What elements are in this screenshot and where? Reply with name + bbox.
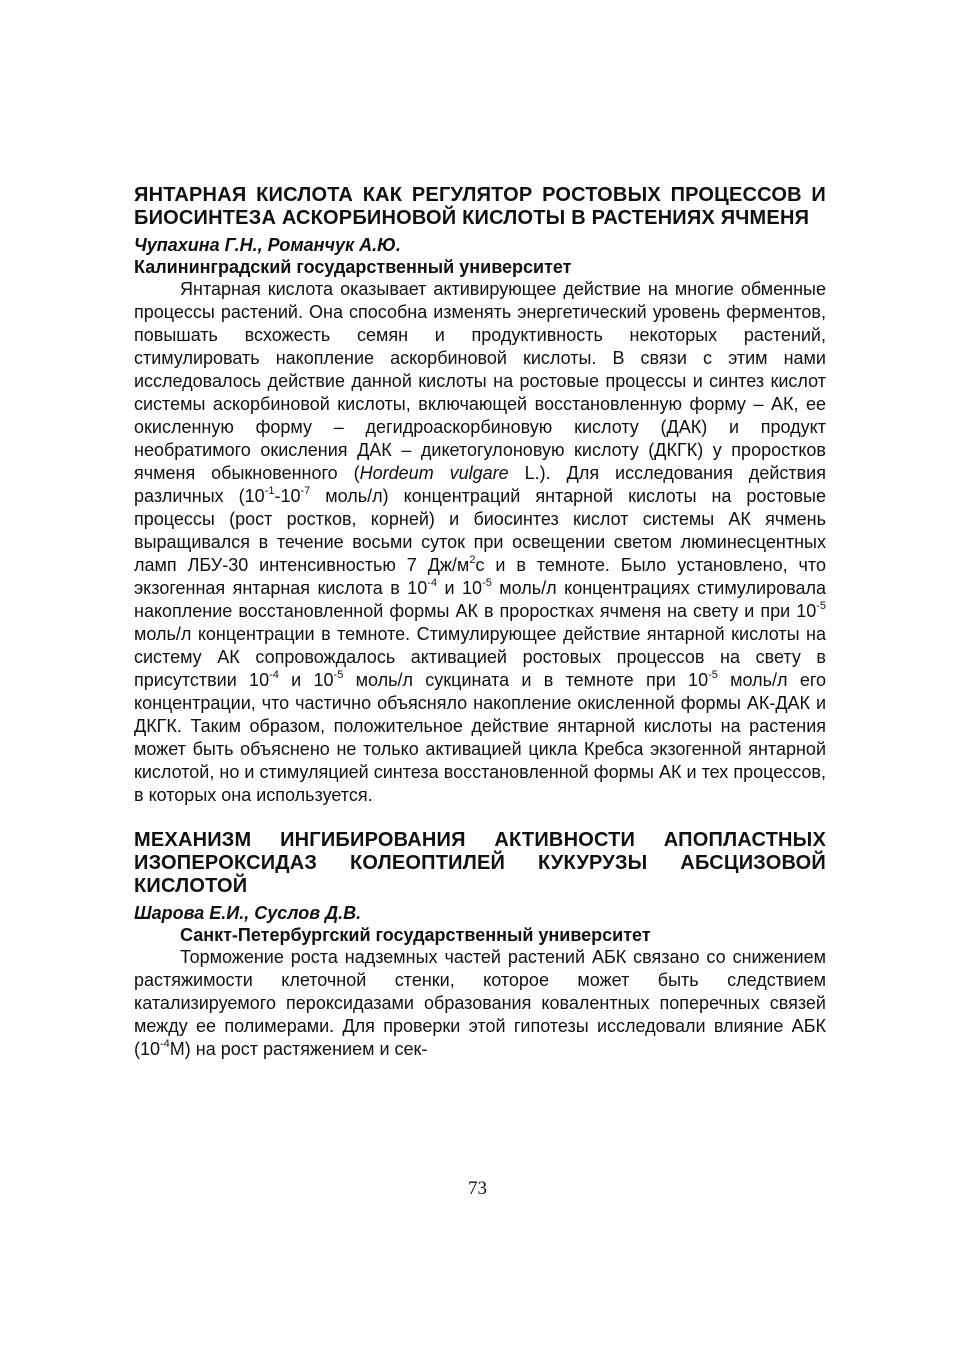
page-number: 73 — [468, 1178, 487, 1199]
page-content — [134, 184, 826, 1061]
article1-affiliation: Калининградский государственный университет — [134, 257, 572, 277]
article2-affiliation: Санкт-Петербургский государственный университет — [180, 925, 651, 945]
article1-body: Янтарная кислота оказывает активирующее действие на многие обменные процессы растений. Она способна изменять энергетический уровень ферментов, повышать всхожесть семян и продуктивность некоторых растений, стимулировать накопление аскорбиновой кислоты. В связи с этим нами исследовалось действие данной кислоты на ростовые процессы и синтез кислот системы аскорбиновой кислоты, включающей восстановленную форму – АК, ее окисленную форму – дегидроаскорбиновую кислоту (ДАК) и продукт необратимого окисления ДАК – дикетогулоновую кислоту (ДКГК) у проростков ячменя обыкновенного (Hordeum vulgare L.). Для исследования действия различных ($10^{-1}-10^{-7}$ моль/л) концентраций янтарной кислоты на ростовые процессы (рост ростков, корней) и биосинтез кислот системы АК ячмень выращивался в течение восьми суток при освещении светом люминесцентных ламп ЛБУ-30 интенсивностью 7 $Дж/м^2с$ и в темноте. Было установлено, что экзогенная янтарная кислота в $10^{-4}$ и $10^{-5}$ моль/л концентрациях стимулировала накопление восстановленной формы АК в проростках ячменя на свету и при $10^{-5}$ моль/л концентрации в темноте. Стимулирующее действие янтарной кислоты на систему АК сопровождалось активацией ростовых процессов на свету в присутствии $10^{-4}$ и $10^{-5}$ моль/л сукцината и в темноте при $10^{-5}$ моль/л его концентрации, что частично объясняло накопление окисленной формы АК-ДАК и ДКГК. Таким образом, положительное действие янтарной кислоты на растения может быть объяснено не только активацией цикла Кребса экзогенной янтарной кислотой, но и стимуляцией синтеза восстановленной формы АК и тех процессов, в которых она используется. — [134, 279, 827, 805]
article1-title: ЯНТАРНАЯ КИСЛОТА КАК РЕГУЛЯТОР РОСТОВЫХ ПРОЦЕССОВ И БИОСИНТЕЗА АСКОРБИНОВОЙ КИСЛОТЫ В РАСТЕНИЯХ ЯЧМЕНЯ — [134, 184, 826, 229]
article2-title: МЕХАНИЗМ ИНГИБИРОВАНИЯ АКТИВНОСТИ АПОПЛАСТНЫХ ИЗОПЕРОКСИДАЗ КОЛЕОПТИЛЕЙ КУКУРУЗЫ АБСЦИЗОВОЙ КИСЛОТОЙ — [134, 829, 826, 897]
section-gap — [134, 807, 826, 829]
article2-body: Торможение роста надземных частей растений АБК связано со снижением растяжимости клеточной стенки, которое может быть следствием катализируемого пероксидазами образования ковалентных поперечных связей между ее полимерами. Для проверки этой гипотезы исследовали влияние АБК $(10^{-4}М)$ на рост растяжением и сек- — [134, 947, 826, 1059]
article2-authors: Шарова Е.И., Суслов Д.В. — [134, 903, 362, 923]
article1-authors: Чупахина Г.Н., Романчук А.Ю. — [134, 235, 401, 255]
